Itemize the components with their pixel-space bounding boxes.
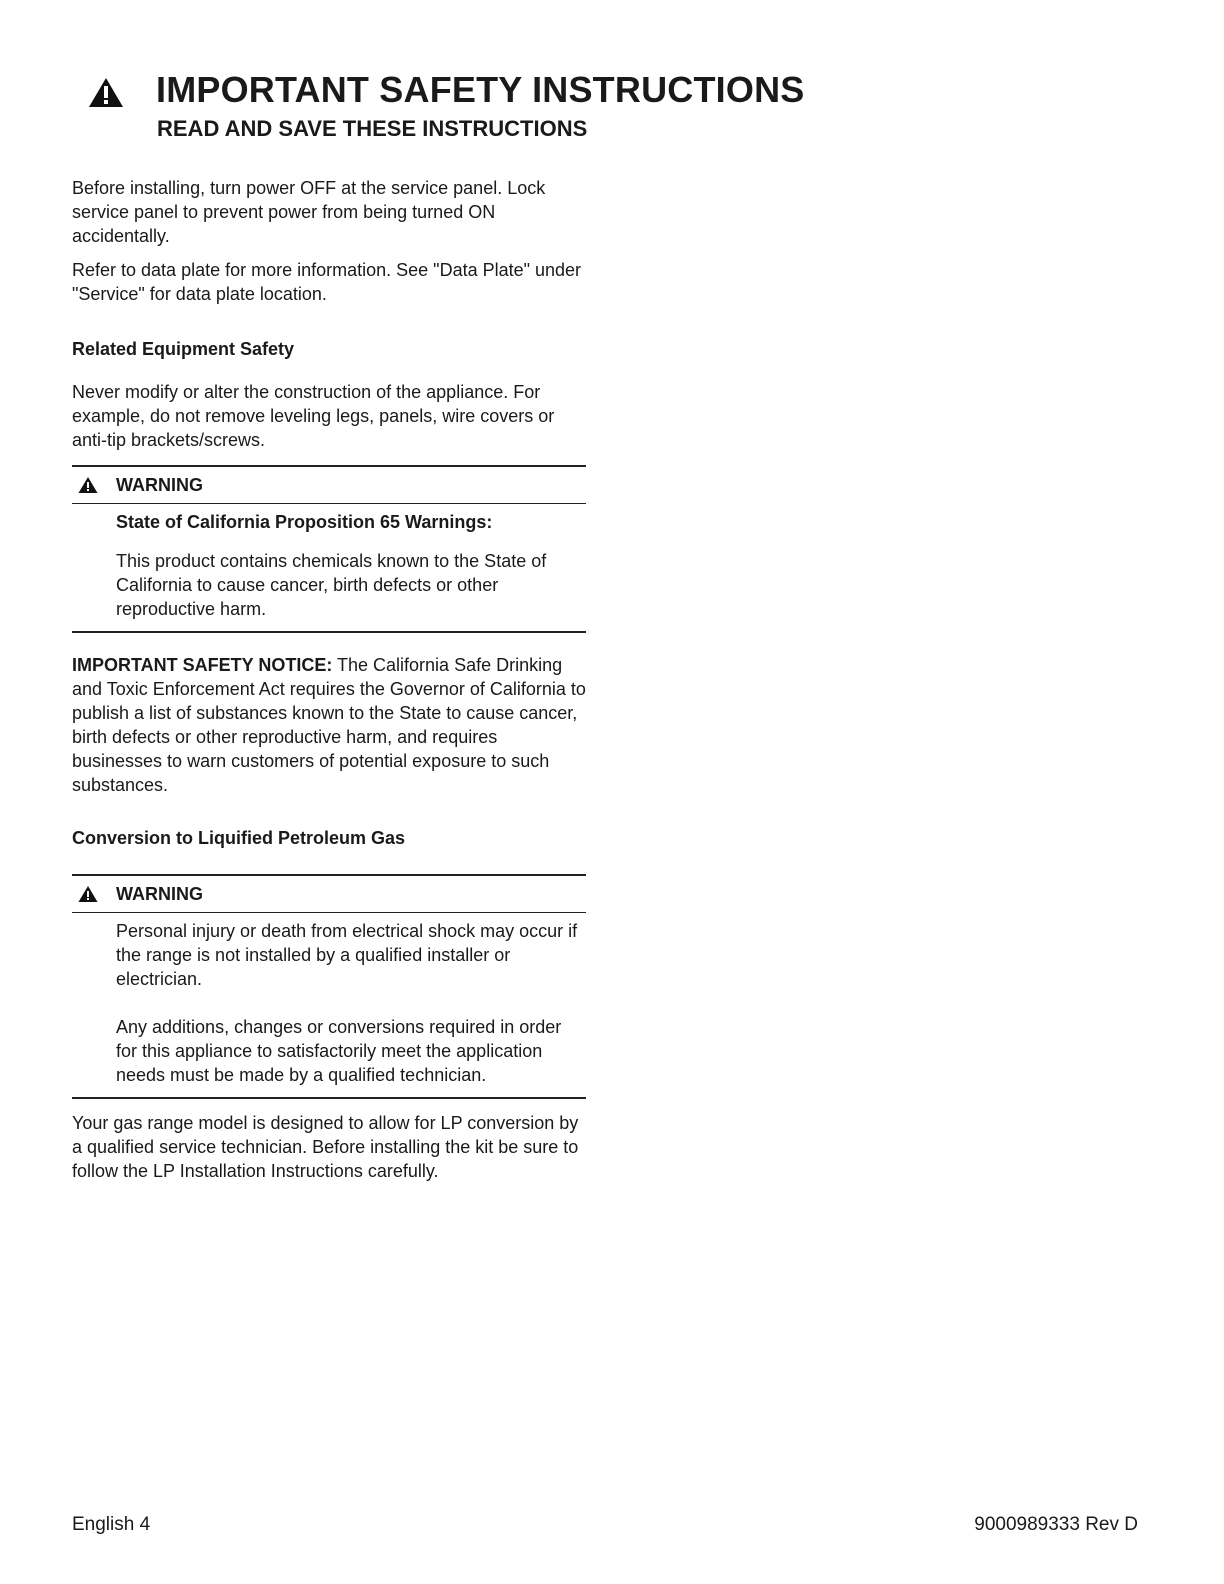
page-number: English 4 bbox=[72, 1514, 151, 1535]
prop65-body: This product contains chemicals known to the State of California to cause cancer, birth defects or other reproductive harm. bbox=[116, 551, 547, 619]
installation-warning-paragraph-2: Any additions, changes or conversions required in order for this appliance to satisfactorily meet the application needs must be made by a qualified technician. bbox=[116, 1017, 562, 1085]
main-column bbox=[72, 176, 586, 1183]
installation-warning-paragraph-1: Personal injury or death from electrical shock may occur if the range is not installed by a qualified installer or electrician. bbox=[116, 921, 578, 989]
conversion-heading: Conversion to Liquified Petroleum Gas bbox=[72, 828, 406, 848]
warning-body bbox=[72, 913, 586, 1097]
warning-triangle-icon bbox=[78, 885, 98, 903]
related-equipment-heading: Related Equipment Safety bbox=[72, 339, 295, 359]
warning-triangle-icon bbox=[78, 476, 98, 494]
intro-paragraph-2: Refer to data plate for more information. See "Data Plate" under "Service" for data plate location. bbox=[72, 260, 582, 304]
warning-triangle-icon bbox=[88, 76, 124, 108]
page-title: IMPORTANT SAFETY INSTRUCTIONS bbox=[156, 69, 805, 110]
document-revision: 9000989333 Rev D bbox=[974, 1514, 1138, 1535]
safety-notice-label: IMPORTANT SAFETY NOTICE: bbox=[72, 655, 333, 675]
warning-body bbox=[72, 504, 586, 631]
safety-notice-text: The California Safe Drinking and Toxic Enforcement Act requires the Governor of California to publish a list of substances known to the State to cause cancer, birth defects or other reproductive harm, and requires businesses to warn customers of potential exposure to such substances. bbox=[72, 655, 586, 795]
warning-header bbox=[72, 467, 586, 504]
warning-label: WARNING bbox=[116, 475, 203, 495]
intro-paragraph-1: Before installing, turn power OFF at the service panel. Lock service panel to prevent power from being turned ON accidentally. bbox=[72, 178, 546, 246]
warning-box-installation bbox=[72, 874, 586, 1099]
closing-paragraph: Your gas range model is designed to allow for LP conversion by a qualified service technician. Before installing the kit be sure to follow the LP Installation Instructions carefully. bbox=[72, 1113, 579, 1181]
safety-notice bbox=[72, 653, 586, 797]
related-equipment-body: Never modify or alter the construction of the appliance. For example, do not remove leveling legs, panels, wire covers or anti-tip brackets/screws. bbox=[72, 382, 555, 450]
page-subtitle: READ AND SAVE THESE INSTRUCTIONS bbox=[157, 116, 588, 141]
warning-header bbox=[72, 876, 586, 913]
prop65-subheading: State of California Proposition 65 Warnings: bbox=[116, 512, 493, 532]
warning-box-prop65 bbox=[72, 465, 586, 633]
warning-label: WARNING bbox=[116, 884, 203, 904]
